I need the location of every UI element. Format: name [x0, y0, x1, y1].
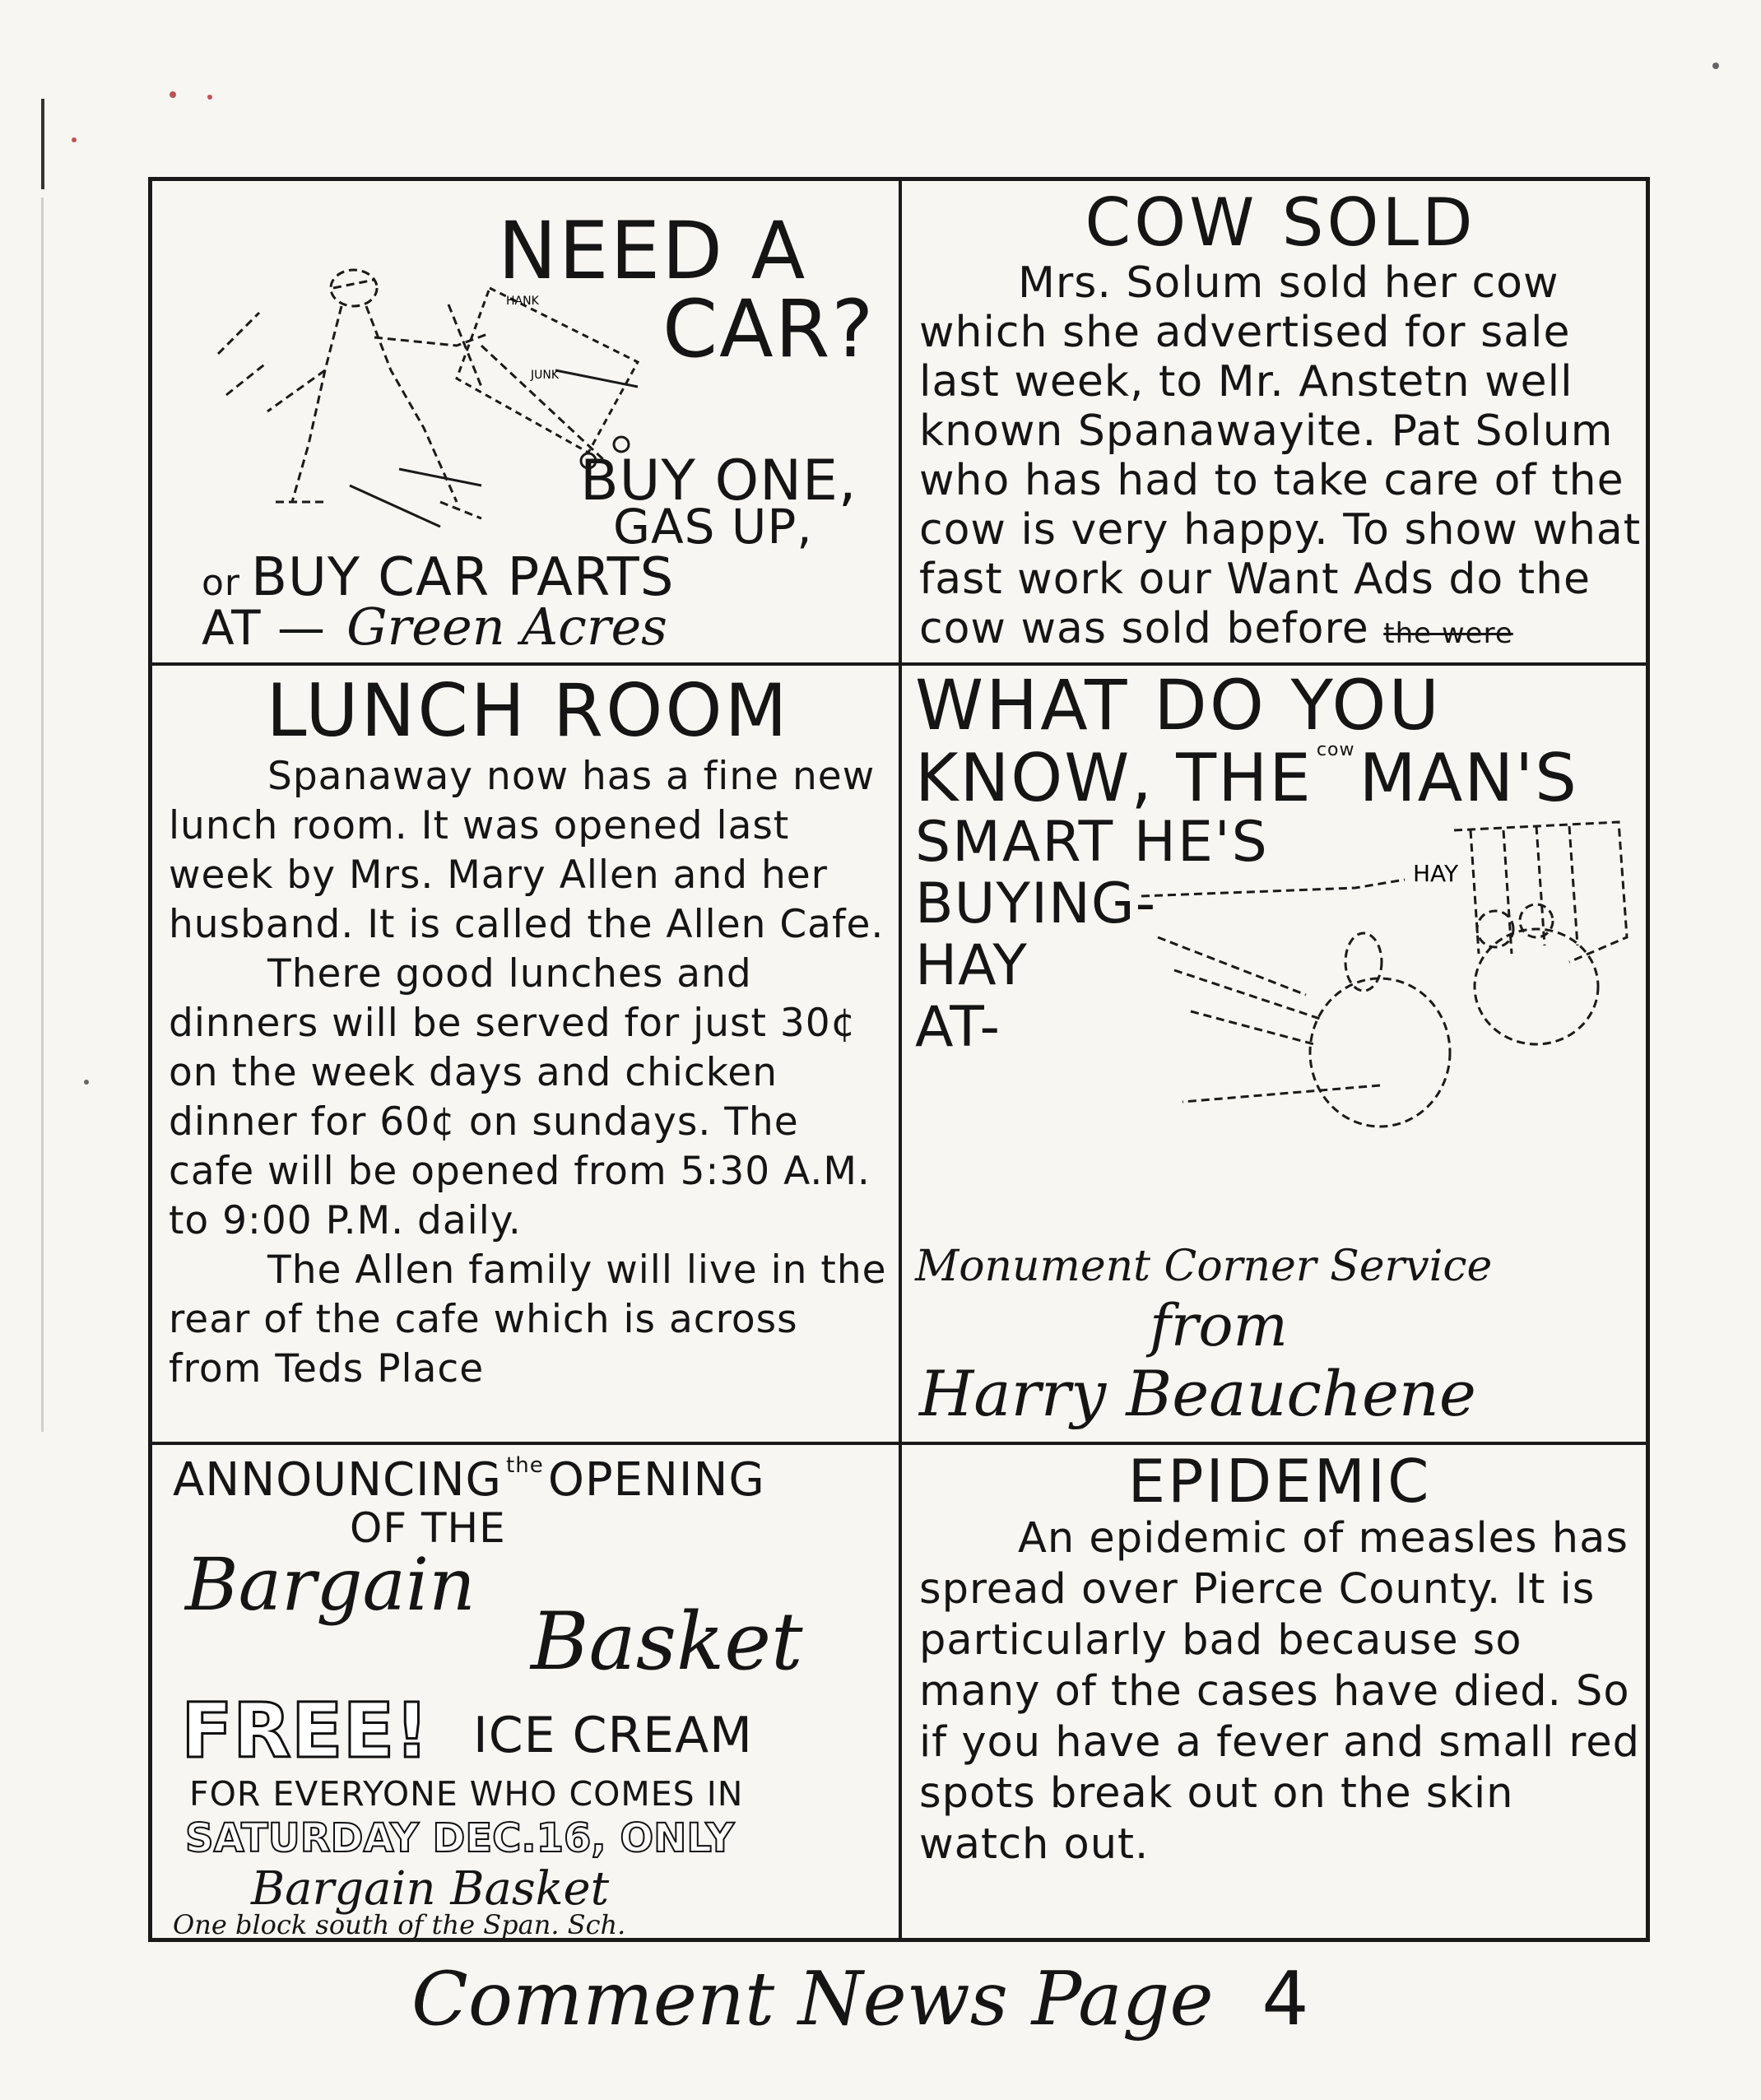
lunch-room-article [152, 666, 897, 1442]
hay-line-2b: MAN'S [1359, 740, 1578, 816]
hay-script-3: Harry Beauchene [919, 1357, 1476, 1430]
epidemic-body: An epidemic of measles has spread over Pierce County. It is particularly bad because so many of the cases have died. So if you have a fever and small red spots break out on the skin watch out. [919, 1514, 1640, 1869]
mice-and-hay-illustration [1108, 806, 1635, 1168]
car-line-or: or [202, 562, 241, 604]
hay-bale-label: HAY [1413, 860, 1459, 887]
bb-location: One block south of the Span. Sch. [173, 1909, 626, 1940]
car-headline-1: NEED A [498, 205, 807, 297]
hay-line-2-small: cow [1316, 740, 1355, 760]
cow-sold-article [903, 181, 1650, 662]
hay-script-2: from [1150, 1292, 1288, 1359]
lunch-room-body [169, 752, 887, 1394]
lunch-room-para-2: There good lunches and dinners will be served for just 30¢ on the week days and chicken dinner for 60¢ on sundays. The cafe will be opened from 5:30 A.M. to 9:00 P.M. daily. [169, 951, 871, 1243]
bb-the-small: the [506, 1453, 544, 1478]
bb-name-basket: Basket [531, 1596, 803, 1688]
cow-sold-text: Mrs. Solum sold her cow which she advertised for sale last week, to Mr. Anstetn well known Spanawayite. Pat Solum who has had to take care of the cow is very happy. To show what fast work our Want Ads do the cow was sold before [919, 258, 1642, 653]
page-footer [411, 1954, 1399, 2045]
hay-line-3: SMART HE'S [915, 810, 1269, 875]
news-page-frame [148, 177, 1650, 1942]
cow-sold-struck-text: the were [1383, 617, 1513, 650]
car-at-label: AT — [202, 600, 327, 656]
bb-free-label: FREE! [181, 1687, 430, 1775]
epidemic-article [903, 1445, 1650, 1942]
bb-line-1 [173, 1453, 765, 1507]
hay-ad [903, 666, 1650, 1442]
column-divider [899, 181, 902, 1942]
footer-label: Comment News Page [411, 1956, 1214, 2042]
bargain-basket-ad [152, 1445, 897, 1942]
bb-date-line: SATURDAY DEC.16, ONLY [185, 1815, 735, 1861]
bb-announcing: ANNOUNCING [173, 1453, 502, 1507]
lunch-room-title: LUNCH ROOM [266, 668, 790, 753]
car-ad [152, 181, 897, 662]
hay-script-1: Monument Corner Service [915, 1242, 1493, 1291]
lunch-room-para-1: Spanaway now has a fine new lunch room. It was opened last week by Mrs. Mary Allen and her husband. It is called the Allen Cafe. [169, 754, 885, 947]
car-line-buy-parts: BUY CAR PARTS [251, 547, 675, 608]
footer-page-number: 4 [1262, 1956, 1310, 2042]
car-line-gas-up: GAS UP, [613, 499, 813, 555]
hay-line-5: HAY [915, 933, 1028, 998]
bb-of-the: OF THE [350, 1504, 506, 1552]
car-at-line [202, 597, 667, 657]
car-headline-2: CAR? [662, 283, 876, 375]
car-business-name: Green Acres [346, 597, 667, 657]
epidemic-title: EPIDEMIC [1127, 1447, 1432, 1516]
bb-for-everyone: FOR EVERYONE WHO COMES IN [189, 1774, 744, 1814]
hay-line-1: WHAT DO YOU [915, 666, 1442, 746]
cow-sold-title: COW SOLD [1085, 184, 1476, 261]
bb-name-bargain: Bargain [185, 1542, 476, 1627]
sign-label-junk: JUNK [531, 369, 560, 382]
bb-opening: OPENING [547, 1453, 765, 1507]
car-line-buy-one: BUY ONE, [580, 448, 857, 513]
cow-sold-body [919, 258, 1642, 662]
sign-label-hank: HANK [506, 295, 539, 308]
bb-ice-cream: ICE CREAM [473, 1707, 753, 1764]
hay-line-6: AT- [915, 995, 1001, 1060]
lunch-room-para-3: The Allen family will live in the rear of the cafe which is across from Teds Place [169, 1247, 887, 1391]
hay-line-4: BUYING- [915, 871, 1157, 936]
bb-script-name: Bargain Basket [251, 1862, 610, 1916]
hay-line-2a: KNOW, THE [915, 740, 1313, 816]
